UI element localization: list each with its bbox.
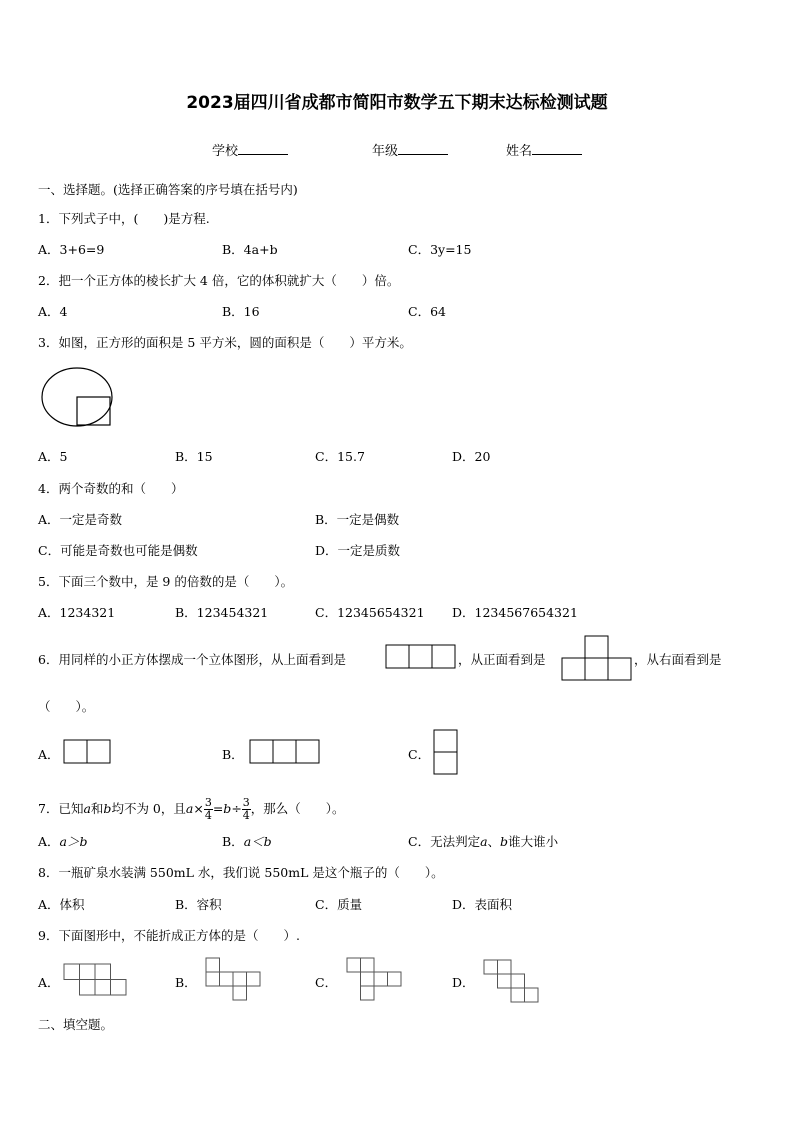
- q8-stem: 8．一瓶矿泉水装满 550mL 水，我们说 550mL 是这个瓶子的（ ）。: [38, 865, 444, 880]
- q3-option-c[interactable]: C．15.7: [315, 449, 365, 464]
- q8-option-b[interactable]: B．容积: [175, 897, 222, 912]
- times-sign: ×: [193, 801, 204, 816]
- q4-option-d[interactable]: D．一定是质数: [315, 543, 401, 558]
- q3-option-b[interactable]: B．15: [175, 449, 213, 464]
- var-b-2: b: [223, 801, 232, 816]
- q8-option-a[interactable]: A．体积: [38, 897, 85, 912]
- var-a-2: a: [185, 801, 194, 816]
- q7-option-a-label: A．: [38, 834, 60, 849]
- denominator: 4: [204, 809, 212, 822]
- q6-option-c[interactable]: C．: [408, 747, 431, 762]
- q7-option-a-expr: a＞b: [59, 834, 88, 849]
- divide-sign: ÷: [231, 801, 242, 816]
- q1-option-a[interactable]: A．3+6=9: [38, 242, 105, 257]
- q7-option-c-label: C．无法判定: [408, 834, 481, 849]
- q8-option-c[interactable]: C．质量: [315, 897, 363, 912]
- q5-option-a[interactable]: A．1234321: [38, 605, 116, 620]
- page-title: 2023届四川省成都市简阳市数学五下期末达标检测试题: [186, 93, 608, 113]
- q7-text-1: 7．已知: [38, 801, 84, 816]
- q9-option-c[interactable]: C．: [315, 975, 338, 990]
- name-field[interactable]: [506, 140, 582, 159]
- q7-option-c[interactable]: [408, 832, 558, 850]
- q9-net-d-figure: [484, 960, 540, 1004]
- q6-stem-part3: ，从右面看到是: [634, 652, 722, 667]
- q5-stem: 5．下面三个数中，是 9 的倍数的是（ ）。: [38, 574, 294, 589]
- q6-option-a-figure: [64, 740, 112, 764]
- q5-option-c[interactable]: C．12345654321: [315, 605, 425, 620]
- q6-option-c-figure: [434, 730, 458, 776]
- equals-sign: =: [212, 801, 224, 816]
- school-label: 学校: [212, 144, 239, 159]
- numerator: 3: [204, 796, 212, 809]
- q7-option-c-tail: 谁大谁小: [508, 834, 559, 849]
- top-view-figure: [386, 645, 456, 669]
- fraction-3-4-b: [242, 797, 251, 822]
- name-label: 姓名: [506, 144, 533, 159]
- q6-stem-part4: （ ）。: [38, 699, 95, 714]
- q2-option-c[interactable]: C．64: [408, 304, 446, 319]
- section-1-heading: 一、选择题。(选择正确答案的序号填在括号内): [38, 182, 298, 197]
- q7-option-c-var-b: b: [500, 834, 509, 849]
- grade-label: 年级: [372, 144, 399, 159]
- q9-option-d[interactable]: D．: [452, 975, 475, 990]
- q7-stem: [38, 797, 345, 822]
- q4-stem: 4．两个奇数的和（ ）: [38, 481, 184, 496]
- q7-option-c-sep: 、: [487, 834, 501, 849]
- q4-option-a[interactable]: A．一定是奇数: [38, 512, 123, 527]
- q7-option-b[interactable]: [222, 832, 272, 850]
- q4-option-b[interactable]: B．一定是偶数: [315, 512, 400, 527]
- q7-option-b-expr: a＜b: [243, 834, 272, 849]
- q2-option-b[interactable]: B．16: [222, 304, 260, 319]
- q7-option-a[interactable]: [38, 832, 88, 850]
- q7-option-c-var-a: a: [480, 834, 488, 849]
- q6-stem-part1: 6．用同样的小正方体摆成一个立体图形，从上面看到是: [38, 652, 346, 667]
- grade-field[interactable]: [372, 140, 448, 159]
- school-field[interactable]: [212, 140, 288, 159]
- q1-option-c[interactable]: C．3y=15: [408, 242, 472, 257]
- q8-option-d[interactable]: D．表面积: [452, 897, 513, 912]
- var-b: b: [103, 801, 112, 816]
- q6-option-b-figure: [250, 740, 320, 764]
- numerator-2: 3: [242, 796, 250, 809]
- q7-text-3: 均不为 0，且: [111, 801, 186, 816]
- q7-text-4: ，那么（ ）。: [250, 801, 345, 816]
- circle-square-figure: [40, 366, 114, 428]
- q9-net-c-figure: [347, 958, 403, 1002]
- q3-option-a[interactable]: A．5: [38, 449, 68, 464]
- q2-stem: 2．把一个正方体的棱长扩大 4 倍，它的体积就扩大（ ）倍。: [38, 273, 400, 288]
- q1-stem: 1．下列式子中，( )是方程.: [38, 211, 210, 226]
- q6-option-a[interactable]: A．: [38, 747, 60, 762]
- q7-text-2: 和: [90, 801, 104, 816]
- q7-option-b-label: B．: [222, 834, 244, 849]
- q9-option-a[interactable]: A．: [38, 975, 60, 990]
- denominator-2: 4: [242, 809, 250, 822]
- q9-option-b[interactable]: B．: [175, 975, 197, 990]
- q2-option-a[interactable]: A．4: [38, 304, 68, 319]
- q3-stem: 3．如图，正方形的面积是 5 平方米，圆的面积是（ ）平方米。: [38, 335, 412, 350]
- section-2-heading: 二、填空题。: [38, 1017, 114, 1032]
- q1-option-b[interactable]: B．4a+b: [222, 242, 278, 257]
- front-view-figure: [562, 636, 632, 682]
- var-a: a: [83, 801, 91, 816]
- q3-option-d[interactable]: D．20: [452, 449, 491, 464]
- q9-net-a-figure: [64, 964, 128, 997]
- q4-option-c[interactable]: C．可能是奇数也可能是偶数: [38, 543, 198, 558]
- q9-stem: 9．下面图形中，不能折成正方体的是（ ）.: [38, 928, 300, 943]
- q6-option-b[interactable]: B．: [222, 747, 244, 762]
- q5-option-b[interactable]: B．123454321: [175, 605, 269, 620]
- q9-net-b-figure: [206, 958, 262, 1002]
- q6-stem-part2: ，从正面看到是: [458, 652, 546, 667]
- fraction-3-4: [204, 797, 213, 822]
- q5-option-d[interactable]: D．1234567654321: [452, 605, 578, 620]
